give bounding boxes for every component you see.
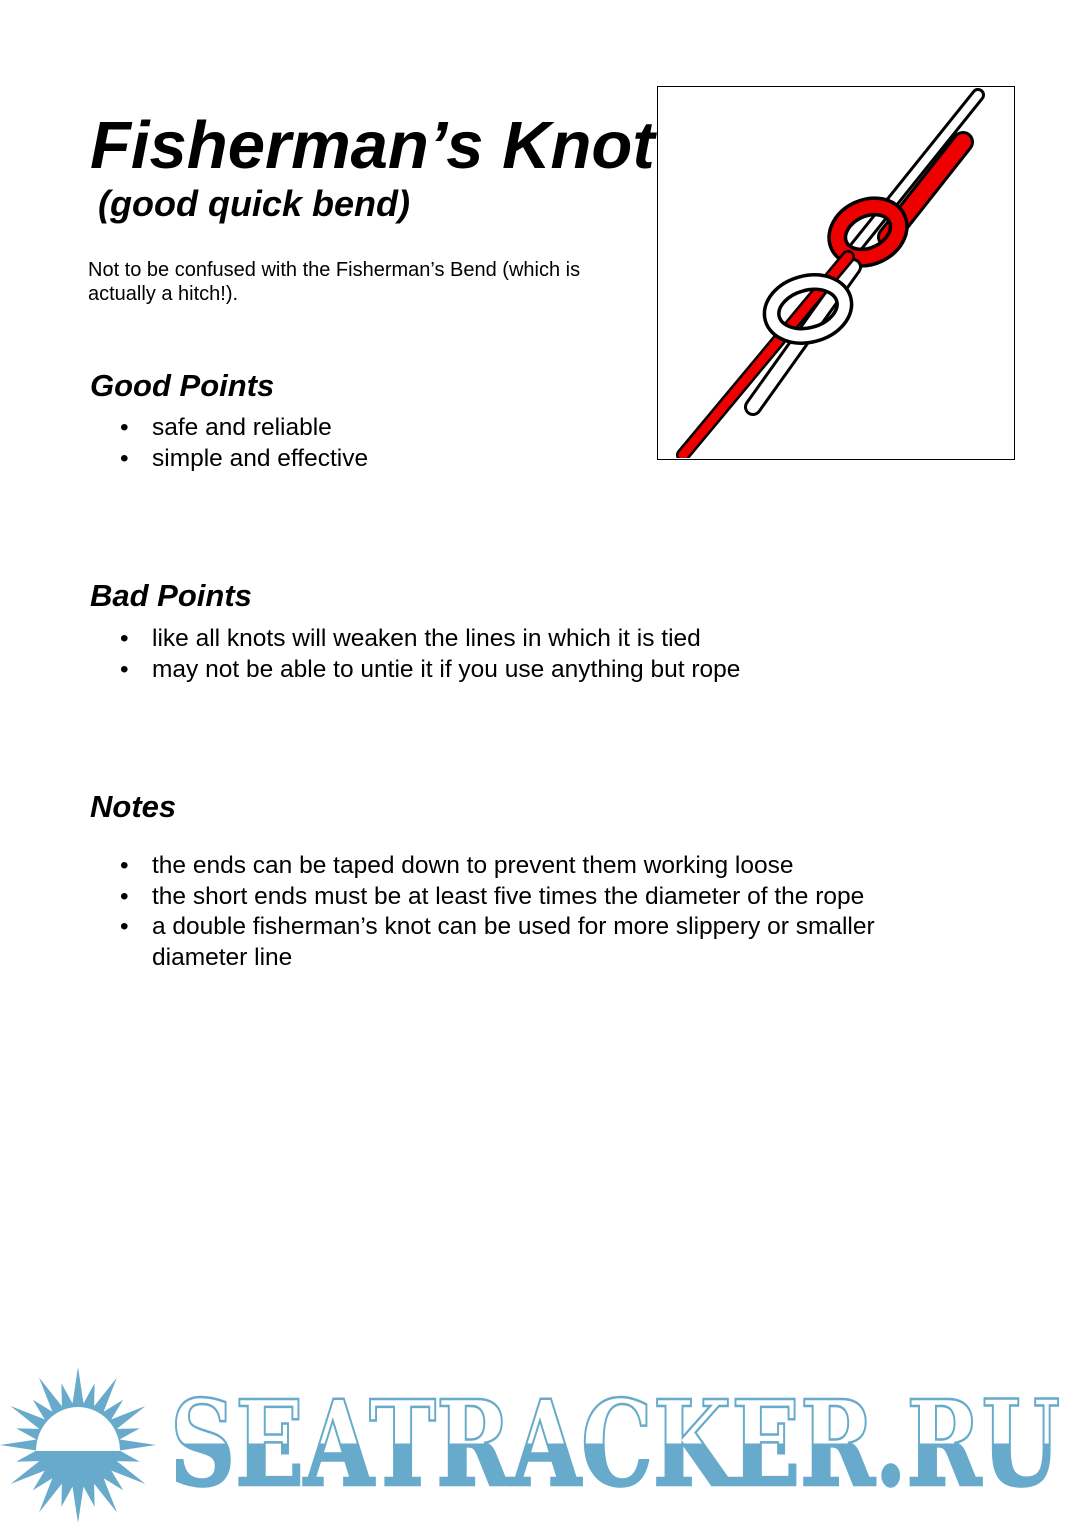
bullet: • xyxy=(120,655,129,683)
list-item-text: safe and reliable xyxy=(152,414,332,441)
page-title: Fisherman’s Knot xyxy=(90,108,655,183)
list-item-text: a double fisherman’s knot can be used for more slippery or smaller diameter line xyxy=(152,913,875,971)
bullet: • xyxy=(120,625,129,652)
list-item-text: the ends can be taped down to prevent them working loose xyxy=(152,852,794,879)
bullet: • xyxy=(120,414,129,441)
page-subtitle: (good quick bend) xyxy=(98,183,410,224)
list-item xyxy=(120,851,920,882)
section-heading-bad-points: Bad Points xyxy=(90,578,252,613)
notes-list xyxy=(120,851,920,973)
list-item xyxy=(120,624,740,655)
list-item-text: may not be able to untie it if you use anything but rope xyxy=(152,655,741,683)
bullet: • xyxy=(120,444,129,472)
list-item xyxy=(120,912,920,973)
intro-text: Not to be confused with the Fisherman’s Bend (which is actually a hitch!). xyxy=(88,259,581,305)
list-item xyxy=(120,413,368,444)
bullet: • xyxy=(120,882,129,910)
section-heading-good-points: Good Points xyxy=(90,368,275,403)
list-item-text: simple and effective xyxy=(152,444,369,472)
bullet: • xyxy=(120,913,129,940)
sun-icon xyxy=(0,1367,156,1523)
bad-points-list xyxy=(120,624,740,685)
logo-text: SEATRACKER.RU xyxy=(170,1374,1060,1513)
list-item xyxy=(120,882,920,913)
list-item xyxy=(120,444,368,475)
list-item-text: like all knots will weaken the lines in which it is tied xyxy=(152,625,701,652)
good-points-list xyxy=(120,413,368,474)
knot-illustration xyxy=(657,86,1015,460)
list-item xyxy=(120,655,740,686)
list-item-text: the short ends must be at least five times the diameter of the rope xyxy=(152,882,865,910)
section-heading-notes: Notes xyxy=(90,789,177,824)
seatracker-logo xyxy=(0,1365,1080,1530)
bullet: • xyxy=(120,852,129,879)
